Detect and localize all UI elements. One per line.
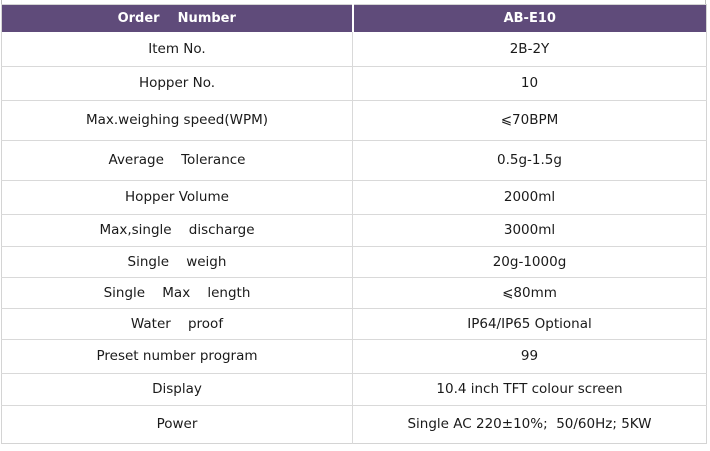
table-row bbox=[2, 180, 707, 214]
row-label: Max.weighing speed(WPM) bbox=[2, 100, 353, 140]
row-value: Single AC 220±10%; 50/60Hz; 5KW bbox=[353, 405, 707, 443]
row-value: 99 bbox=[353, 339, 707, 373]
table-row bbox=[2, 66, 707, 100]
row-value: 20g-1000g bbox=[353, 246, 707, 277]
table-row bbox=[2, 32, 707, 66]
row-label: Single weigh bbox=[2, 246, 353, 277]
table-row bbox=[2, 405, 707, 443]
row-value: 3000ml bbox=[353, 214, 707, 246]
table-row bbox=[2, 246, 707, 277]
row-label: Water proof bbox=[2, 308, 353, 339]
table-row bbox=[2, 373, 707, 405]
row-label: Preset number program bbox=[2, 339, 353, 373]
row-value: 10.4 inch TFT colour screen bbox=[353, 373, 707, 405]
spec-table-header bbox=[2, 5, 707, 33]
row-value: 10 bbox=[353, 66, 707, 100]
row-value: 2B-2Y bbox=[509, 40, 550, 57]
spec-table-body bbox=[2, 32, 707, 443]
header-row bbox=[2, 5, 707, 33]
row-value: IP64/IP65 Optional bbox=[353, 308, 707, 339]
row-label: Hopper No. bbox=[2, 66, 353, 100]
spec-table bbox=[1, 4, 707, 444]
table-row bbox=[2, 100, 707, 140]
table-row bbox=[2, 140, 707, 180]
table-row bbox=[2, 277, 707, 308]
row-label: Power bbox=[2, 405, 353, 443]
row-label: Max,single discharge bbox=[2, 214, 353, 246]
row-value: 0.5g-1.5g bbox=[353, 140, 707, 180]
table-row bbox=[2, 214, 707, 246]
row-label: Single Max length bbox=[2, 277, 353, 308]
row-label: Average Tolerance bbox=[2, 140, 353, 180]
row-value: 2000ml bbox=[353, 180, 707, 214]
table-row bbox=[2, 339, 707, 373]
row-label: Display bbox=[2, 373, 353, 405]
row-value: ⩽70BPM bbox=[353, 100, 707, 140]
header-value-cell: AB-E10 bbox=[353, 5, 707, 33]
header-label-cell: Order Number bbox=[2, 5, 353, 33]
row-label: Hopper Volume bbox=[2, 180, 353, 214]
table-row bbox=[2, 308, 707, 339]
row-label: Item No. bbox=[2, 32, 353, 66]
row-value: ⩽80mm bbox=[353, 277, 707, 308]
